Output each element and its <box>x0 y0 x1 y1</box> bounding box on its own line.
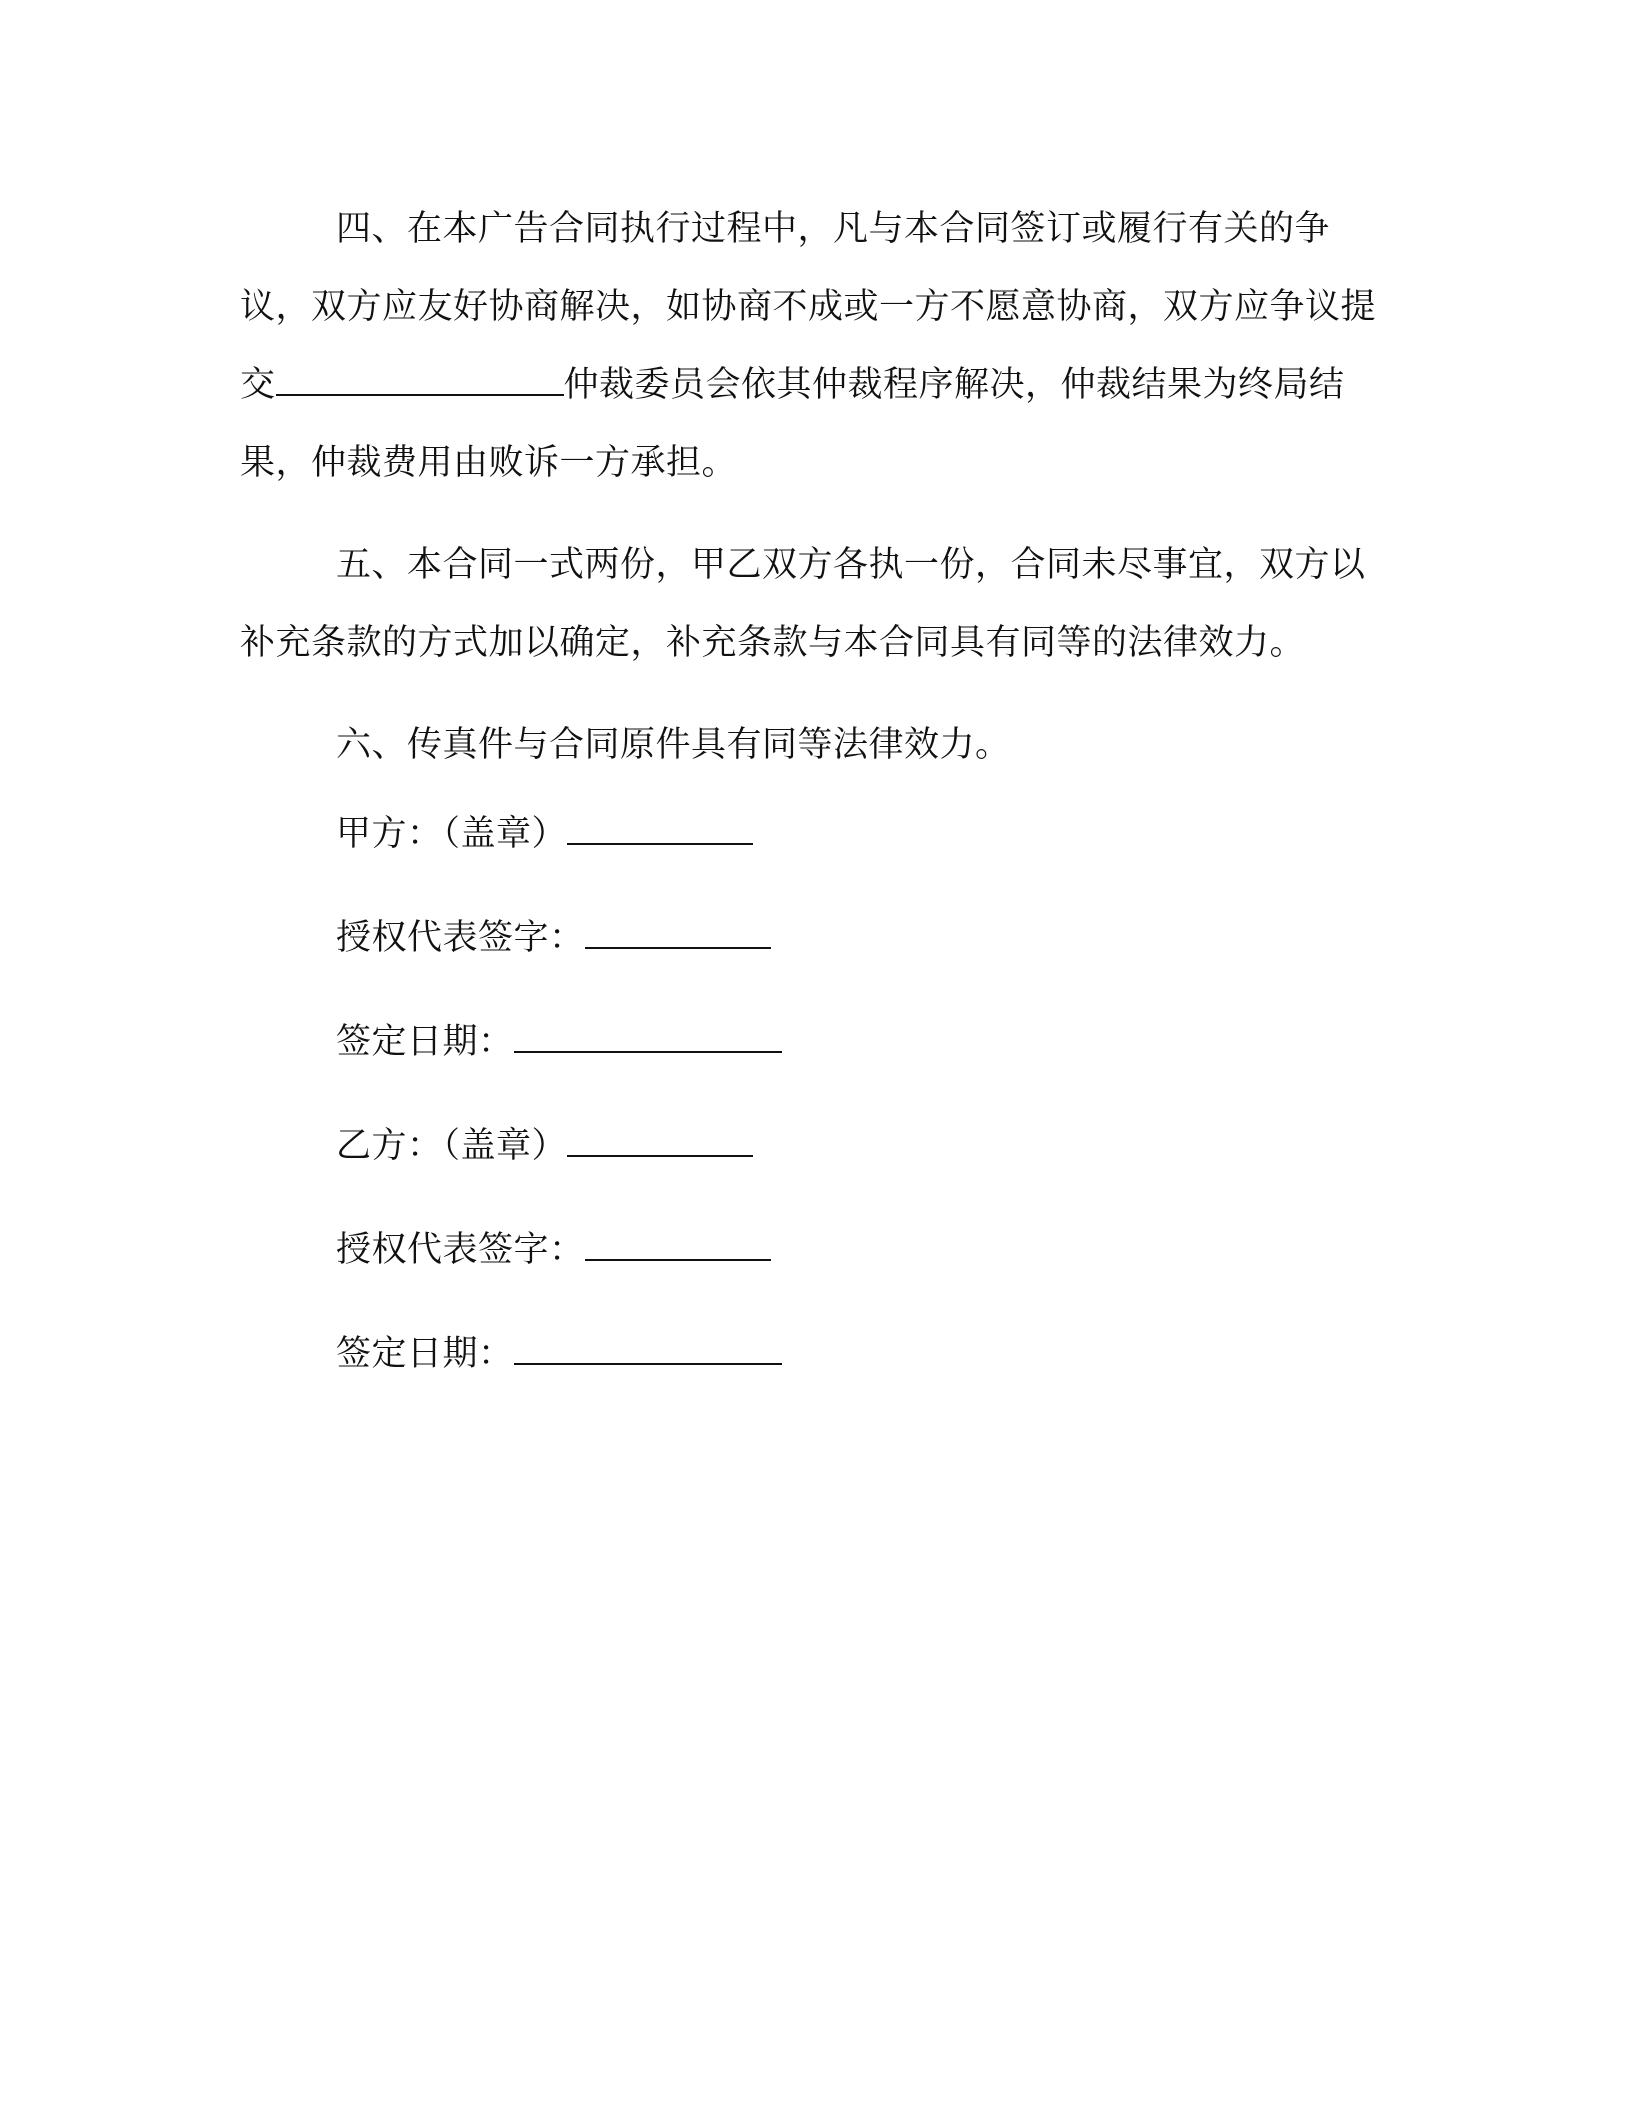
clause-4-paragraph <box>240 190 1380 502</box>
clause-6-paragraph: 六、传真件与合同原件具有同等法律效力。 <box>336 725 1011 765</box>
party-b-rep-line <box>336 1224 1036 1328</box>
clause-4-text-before: 四、在本广告合同执行过程中，凡与本合同签订或履行有关的争议，双方应友好协商解决，如协商不成或一方不愿意协商，双方应争议提交 <box>240 209 1377 405</box>
party-b-seal-label: 乙方：（盖章） <box>336 1126 568 1166</box>
party-a-seal-label: 甲方：（盖章） <box>336 814 568 854</box>
signature-block <box>336 808 1036 1432</box>
party-a-date-label: 签定日期： <box>336 1022 514 1062</box>
party-a-rep-line <box>336 912 1036 1016</box>
party-a-date-line <box>336 1016 1036 1120</box>
party-a-rep-blank <box>585 913 771 949</box>
party-a-seal-blank <box>567 809 753 845</box>
party-a-seal-line <box>336 808 1036 912</box>
party-a-date-blank <box>514 1017 782 1053</box>
arbitration-commission-blank <box>276 360 564 396</box>
clause-4-text-after: 仲裁委员会依其仲裁程序解决，仲裁结果为终局结果，仲裁费用由败诉一方承担。 <box>240 365 1345 483</box>
contract-body <box>240 190 1380 784</box>
party-b-date-line <box>336 1328 1036 1432</box>
party-b-seal-blank <box>567 1121 753 1157</box>
party-b-rep-label: 授权代表签字： <box>336 1230 585 1270</box>
clause-5-paragraph: 五、本合同一式两份，甲乙双方各执一份，合同未尽事宜，双方以补充条款的方式加以确定，补充条款与本合同具有同等的法律效力。 <box>240 545 1366 663</box>
party-b-date-blank <box>514 1329 782 1365</box>
party-b-seal-line <box>336 1120 1036 1224</box>
party-b-date-label: 签定日期： <box>336 1334 514 1374</box>
party-b-rep-blank <box>585 1225 771 1261</box>
party-a-rep-label: 授权代表签字： <box>336 918 585 958</box>
